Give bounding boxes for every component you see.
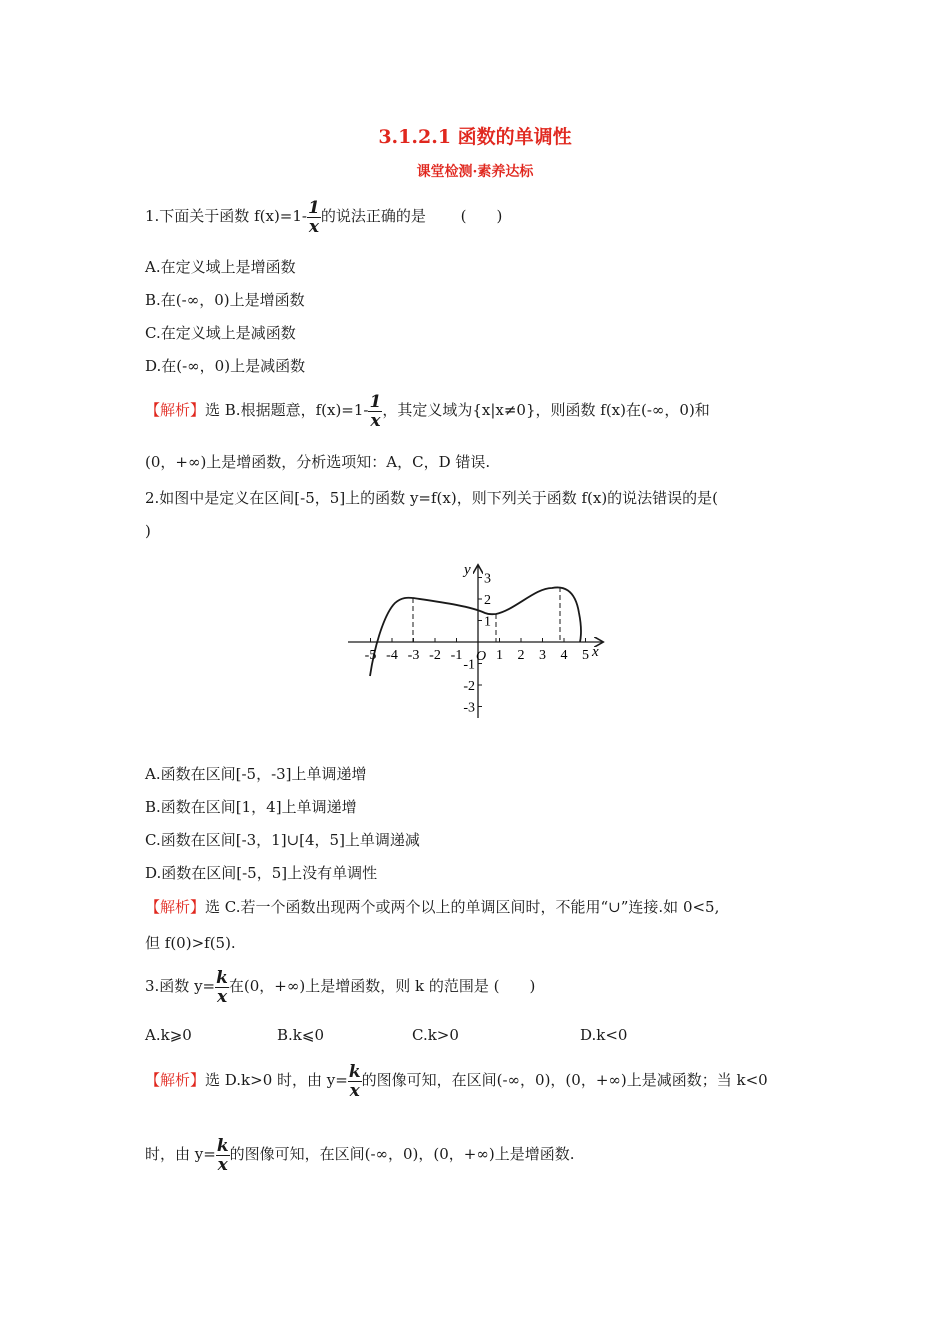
q1-option-c: C.在定义域上是减函数 bbox=[145, 324, 296, 342]
x-tick-label: -5 bbox=[364, 648, 377, 663]
q1-stem bbox=[145, 196, 502, 236]
q1-analysis-fraction bbox=[368, 393, 382, 430]
q3-option-a: A.k⩾0 bbox=[145, 1026, 192, 1044]
q2-analysis-line2: 但 f(0)>f(5). bbox=[145, 934, 236, 952]
x-tick-label: 4 bbox=[560, 648, 568, 663]
x-tick-label: -3 bbox=[407, 648, 420, 663]
q1-analysis-frac-den: x bbox=[370, 410, 381, 431]
q3-stem-pre: 3.函数 y= bbox=[145, 977, 216, 995]
q1-stem-pre: 1.下面关于函数 f(x)=1- bbox=[145, 207, 307, 225]
q3-analysis-frac-den: x bbox=[349, 1080, 360, 1101]
q3-analysis2-pre: 时，由 y= bbox=[145, 1145, 216, 1163]
q3-analysis-post: 的图像可知，在区间(-∞，0)，(0，+∞)上是减函数；当 k<0 bbox=[361, 1071, 768, 1089]
q3-stem bbox=[145, 966, 535, 1006]
q1-analysis-tag: 【解析】 bbox=[145, 401, 206, 419]
x-tick-label: 3 bbox=[539, 648, 546, 663]
page-subtitle: 课堂检测·素养达标 bbox=[416, 164, 534, 180]
q3-analysis-frac-num: k bbox=[348, 1061, 361, 1082]
q3-analysis2-fraction bbox=[216, 1137, 230, 1174]
y-axis-label: y bbox=[464, 562, 471, 578]
x-tick-label: -2 bbox=[429, 648, 441, 663]
x-axis-label: x bbox=[592, 644, 599, 660]
page-title: 3.1.2.1 函数的单调性 bbox=[378, 126, 572, 148]
q3-analysis-2 bbox=[145, 1134, 575, 1174]
q1-option-d: D.在(-∞，0)上是减函数 bbox=[145, 357, 306, 375]
q3-analysis2-frac-num: k bbox=[216, 1135, 229, 1156]
q3-stem-post: 在(0，+∞)上是增函数，则 k 的范围是 ( ) bbox=[228, 977, 536, 995]
q2-option-c: C.函数在区间[-3，1]∪[4，5]上单调递减 bbox=[145, 831, 420, 849]
q1-analysis-pre: 选 B.根据题意，f(x)=1- bbox=[205, 401, 369, 419]
q3-fraction bbox=[215, 969, 229, 1006]
x-tick-label: 5 bbox=[582, 648, 589, 663]
x-tick-label: 1 bbox=[496, 648, 503, 663]
y-tick-label: 2 bbox=[484, 593, 491, 608]
q1-analysis-frac-num: 1 bbox=[369, 391, 382, 412]
y-tick-label: 1 bbox=[484, 614, 491, 630]
q3-analysis bbox=[145, 1060, 768, 1100]
q1-paren: ( ) bbox=[460, 207, 503, 225]
function-graph bbox=[340, 558, 620, 728]
q1-fraction bbox=[307, 199, 321, 236]
q2-analysis-line1: 选 C.若一个函数出现两个或两个以上的单调区间时，不能用“∪”连接.如 0<5, bbox=[205, 898, 720, 916]
q1-frac-den: x bbox=[308, 216, 319, 237]
q2-option-b: B.函数在区间[1，4]上单调递增 bbox=[145, 798, 357, 816]
q1-analysis bbox=[145, 390, 710, 430]
origin-label: O bbox=[476, 649, 487, 664]
q1-frac-num: 1 bbox=[307, 197, 320, 218]
q3-option-d: D.k<0 bbox=[580, 1026, 628, 1044]
q3-frac-num: k bbox=[216, 967, 228, 988]
q2-analysis-tag: 【解析】 bbox=[145, 898, 206, 916]
x-tick-label: -4 bbox=[386, 648, 398, 663]
q3-frac-den: x bbox=[216, 986, 228, 1007]
q1-analysis-line2: (0，+∞)上是增函数，分析选项知：A，C，D 错误. bbox=[145, 453, 491, 471]
q3-analysis-pre: 选 D.k>0 时，由 y= bbox=[205, 1071, 348, 1089]
q1-analysis-post: ，其定义域为{x|x≠0}，则函数 f(x)在(-∞，0)和 bbox=[382, 401, 710, 419]
q2-option-d: D.函数在区间[-5，5]上没有单调性 bbox=[145, 864, 378, 882]
x-tick-label: -1 bbox=[450, 648, 463, 663]
y-tick-label: 3 bbox=[484, 571, 491, 587]
y-tick-label: -3 bbox=[463, 700, 475, 716]
y-tick-label: -2 bbox=[463, 679, 475, 694]
q1-stem-post: 的说法正确的是 bbox=[320, 207, 426, 225]
q3-analysis2-post: 的图像可知，在区间(-∞，0)，(0，+∞)上是增函数. bbox=[229, 1145, 575, 1163]
x-tick-label: 2 bbox=[517, 648, 525, 663]
q2-stem-line1: 2.如图中是定义在区间[-5，5]上的函数 y=f(x)，则下列关于函数 f(x)的说法错误的是( bbox=[145, 489, 719, 507]
q3-option-c: C.k>0 bbox=[412, 1026, 459, 1044]
q2-stem-line2: ) bbox=[145, 522, 151, 540]
q3-analysis-fraction bbox=[348, 1063, 362, 1100]
q2-analysis bbox=[145, 897, 719, 917]
y-tick-label: -1 bbox=[463, 657, 475, 673]
q2-option-a: A.函数在区间[-5，-3]上单调递增 bbox=[145, 765, 367, 783]
q1-option-b: B.在(-∞，0)上是增函数 bbox=[145, 291, 305, 309]
q3-option-b: B.k⩽0 bbox=[277, 1026, 324, 1044]
q3-analysis2-frac-den: x bbox=[217, 1154, 228, 1175]
q1-option-a: A.在定义域上是增函数 bbox=[145, 258, 296, 276]
q3-analysis-tag: 【解析】 bbox=[145, 1071, 206, 1089]
